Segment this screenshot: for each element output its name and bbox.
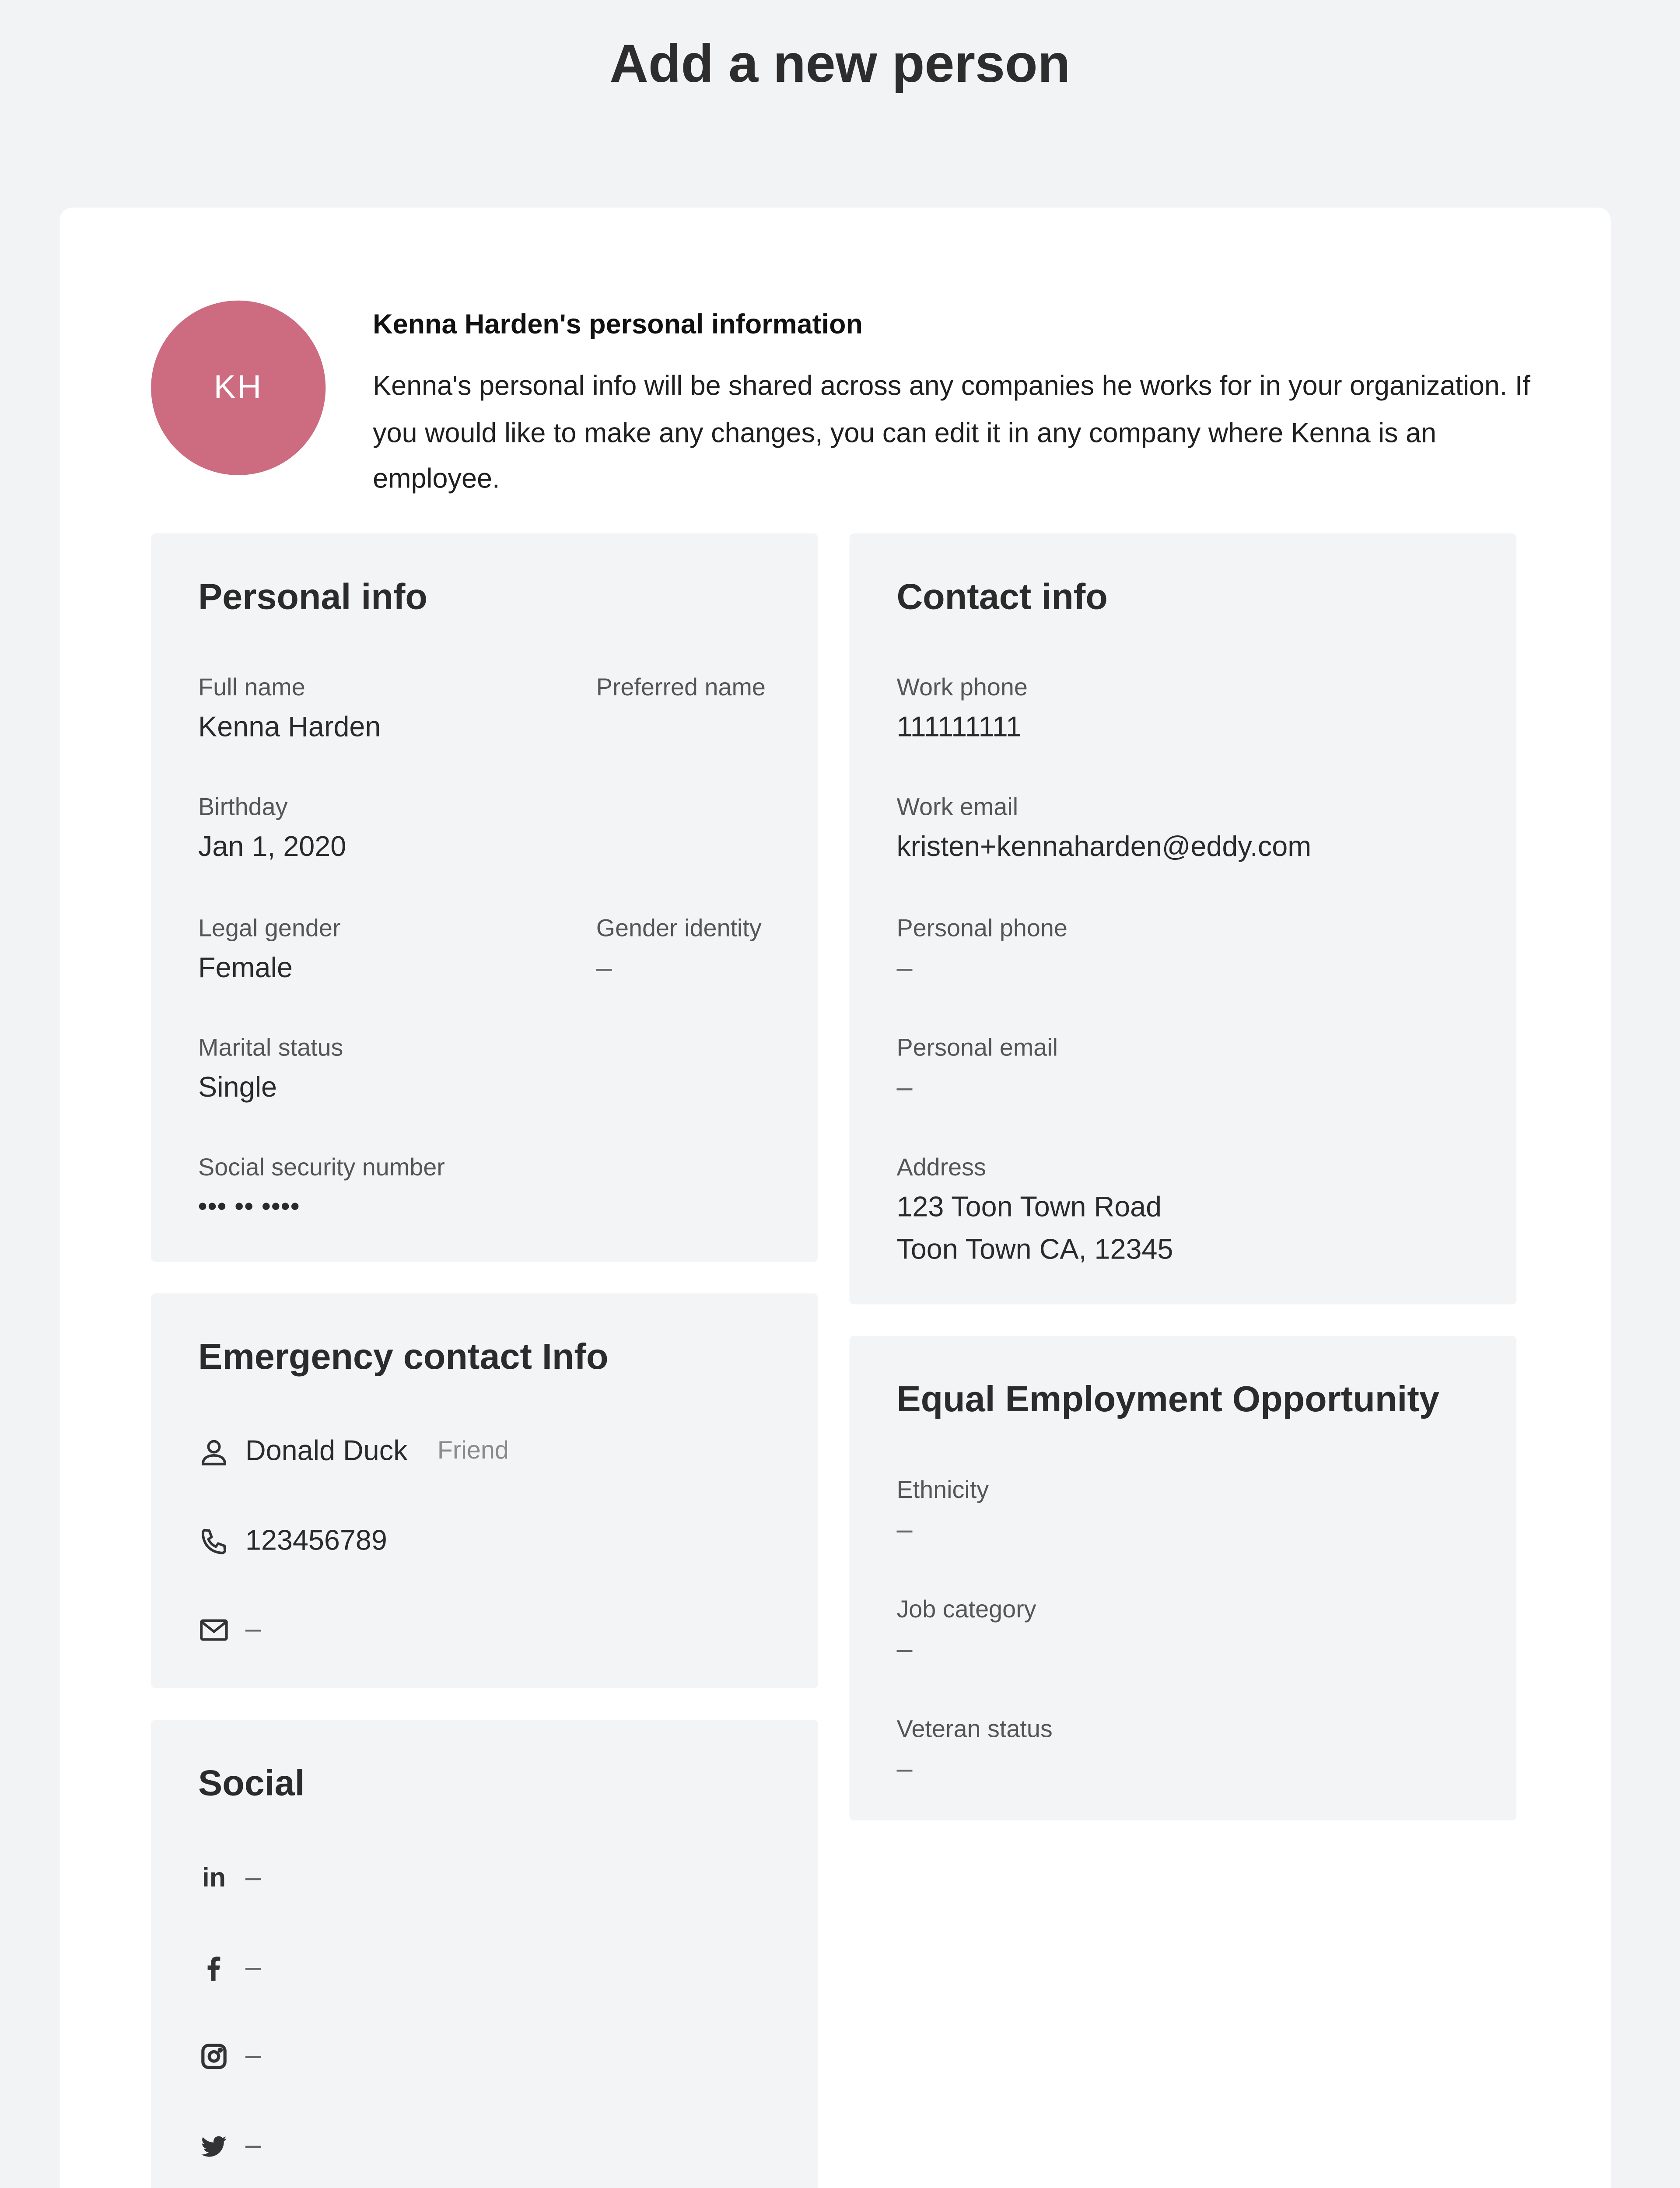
job-category-field [896, 1595, 1036, 1671]
emergency-email-row [198, 1613, 261, 1646]
personal-email-value: – [896, 1071, 913, 1103]
ssn-field [198, 1154, 445, 1229]
marital-status-label: Marital status [198, 1035, 343, 1062]
facebook-value: – [245, 1951, 261, 1983]
veteran-status-field [896, 1715, 1052, 1791]
preferred-name-field [596, 673, 766, 705]
twitter-row [198, 2129, 261, 2162]
intro-heading: Kenna Harden's personal information [373, 308, 863, 340]
address-line1: 123 Toon Town Road [896, 1191, 1162, 1223]
eeo-heading: Equal Employment Opportunity [896, 1378, 1439, 1420]
full-name-field [198, 673, 381, 749]
ethnicity-label: Ethnicity [896, 1477, 989, 1504]
page-title: Add a new person [609, 35, 1071, 95]
personal-phone-label: Personal phone [896, 915, 1068, 943]
work-email-label: Work email [896, 794, 1018, 821]
phone-icon [198, 1525, 230, 1557]
address-label: Address [896, 1155, 986, 1182]
facebook-icon [198, 1952, 230, 1983]
instagram-icon [198, 2040, 230, 2072]
linkedin-row [198, 1861, 261, 1894]
full-name-label: Full name [198, 675, 305, 702]
address-line2: Toon Town CA, 12345 [896, 1233, 1173, 1265]
legal-gender-value: Female [198, 952, 293, 984]
social-panel [151, 1720, 818, 2188]
job-category-value: – [896, 1633, 913, 1665]
personal-info-panel [151, 533, 818, 1262]
linkedin-icon: in [202, 1862, 226, 1892]
eeo-panel [850, 1336, 1516, 1820]
gender-identity-field [596, 914, 762, 990]
personal-info-heading: Personal info [198, 575, 427, 617]
address-field [896, 1154, 1173, 1272]
veteran-status-label: Veteran status [896, 1716, 1053, 1743]
marital-status-value: Single [198, 1071, 277, 1103]
legal-gender-label: Legal gender [198, 915, 341, 943]
work-phone-field [896, 673, 1027, 749]
ethnicity-value: – [896, 1513, 913, 1545]
birthday-value: Jan 1, 2020 [198, 831, 346, 863]
personal-email-field [896, 1034, 1058, 1109]
ethnicity-field [896, 1476, 989, 1552]
mail-icon [198, 1613, 230, 1645]
gender-identity-label: Gender identity [596, 915, 762, 943]
linkedin-value: – [245, 1861, 261, 1893]
intro-text: Kenna's personal info will be shared across any companies he works for in your organization. If you would like to make any changes, you can edit it in any company where Kenna is an employee. [373, 369, 1530, 494]
person-icon [198, 1436, 230, 1467]
contact-info-heading: Contact info [896, 575, 1108, 617]
legal-gender-field [198, 914, 340, 990]
emergency-name-row [198, 1435, 509, 1468]
twitter-icon [198, 2130, 230, 2161]
ssn-label: Social security number [198, 1155, 445, 1182]
avatar: KH [151, 301, 326, 475]
facebook-row [198, 1951, 261, 1984]
twitter-value: – [245, 2128, 261, 2160]
contact-info-panel [850, 533, 1516, 1304]
preferred-name-label: Preferred name [596, 675, 766, 702]
instagram-value: – [245, 2039, 261, 2071]
personal-email-label: Personal email [896, 1035, 1058, 1062]
birthday-label: Birthday [198, 794, 288, 821]
instagram-row [198, 2039, 261, 2072]
work-email-value: kristen+kennaharden@eddy.com [896, 831, 1312, 863]
emergency-name: Donald Duck [245, 1435, 408, 1467]
job-category-label: Job category [896, 1597, 1036, 1624]
emergency-contact-heading: Emergency contact Info [198, 1336, 609, 1377]
work-phone-label: Work phone [896, 675, 1028, 702]
emergency-email: – [245, 1613, 261, 1645]
social-heading: Social [198, 1762, 305, 1803]
emergency-phone-row [198, 1525, 387, 1558]
work-phone-value: 111111111 [896, 711, 1022, 743]
personal-phone-value: – [896, 952, 913, 984]
veteran-status-value: – [896, 1753, 913, 1785]
emergency-contact-panel [151, 1294, 818, 1688]
full-name-value: Kenna Harden [198, 711, 381, 743]
emergency-relationship: Friend [437, 1437, 509, 1464]
work-email-field [896, 793, 1311, 869]
ssn-value: ••• •• •••• [198, 1194, 301, 1221]
form-card [60, 208, 1611, 2188]
emergency-phone: 123456789 [245, 1525, 387, 1556]
birthday-field [198, 793, 346, 869]
gender-identity-value: – [596, 952, 612, 984]
personal-phone-field [896, 914, 1067, 990]
marital-status-field [198, 1034, 343, 1109]
